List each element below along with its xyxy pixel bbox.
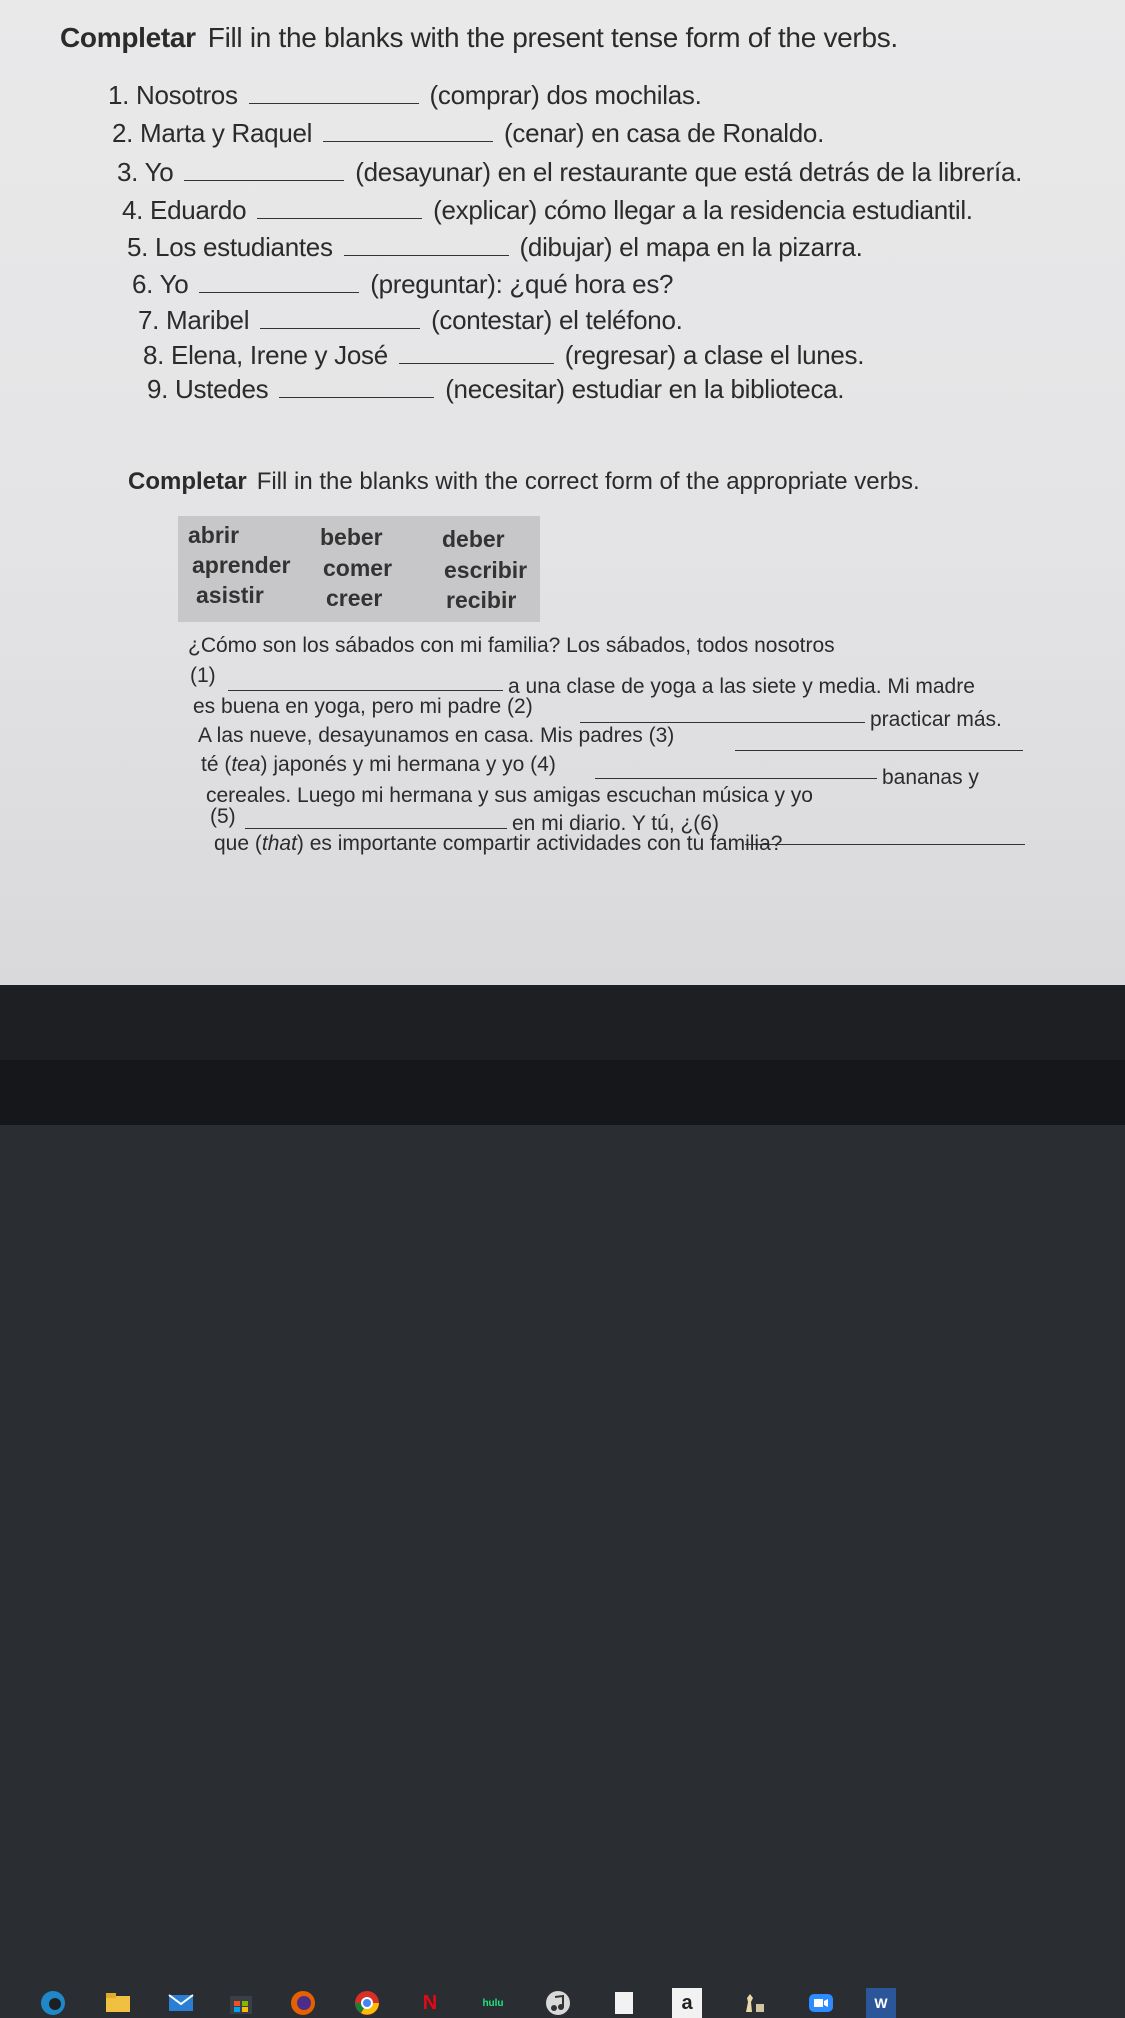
paragraph-text: (5) xyxy=(210,805,236,828)
item-number: 3. xyxy=(117,157,139,187)
chess-icon[interactable] xyxy=(738,1988,768,2018)
item-subject: Nosotros xyxy=(136,80,238,110)
item-prompt: (explicar) cómo llegar a la residencia estudiantil. xyxy=(433,195,973,225)
file-explorer-icon[interactable] xyxy=(103,1988,133,2018)
music-icon[interactable] xyxy=(543,1988,573,2018)
verb-item: creer xyxy=(326,585,383,611)
paragraph-text: que ( xyxy=(214,832,262,855)
exercise-item xyxy=(112,118,824,149)
paragraph-text: ) es importante compartir actividades con tu familia? xyxy=(296,832,783,855)
monitor-bezel xyxy=(0,1060,1125,1125)
section1-title xyxy=(60,22,898,54)
paragraph-text xyxy=(201,753,556,777)
item-prompt: (dibujar) el mapa en la pizarra. xyxy=(519,232,863,262)
answer-blank[interactable] xyxy=(257,196,422,219)
item-number: 9. xyxy=(147,374,169,404)
paragraph-text: bananas y xyxy=(882,766,979,789)
verb-item: recibir xyxy=(446,587,517,613)
exercise-item xyxy=(108,80,702,111)
exercise-item xyxy=(147,374,844,405)
exercise-item xyxy=(143,340,864,371)
answer-blank[interactable] xyxy=(595,778,877,779)
paragraph-text: es buena en yoga, pero mi padre (2) xyxy=(193,695,533,718)
edge-icon[interactable] xyxy=(38,1988,68,2018)
item-subject: Elena, Irene y José xyxy=(171,340,388,370)
item-prompt: (cenar) en casa de Ronaldo. xyxy=(504,118,825,148)
item-prompt: (necesitar) estudiar en la biblioteca. xyxy=(445,374,845,404)
firefox-icon[interactable] xyxy=(288,1988,318,2018)
answer-blank[interactable] xyxy=(323,119,493,142)
paragraph-text: practicar más. xyxy=(870,708,1002,731)
answer-blank[interactable] xyxy=(399,341,554,364)
answer-blank[interactable] xyxy=(245,828,507,829)
section1-title-text: Fill in the blanks with the present tense form of the verbs. xyxy=(207,22,898,53)
verb-item: abrir xyxy=(188,522,240,548)
verb-item: comer xyxy=(323,555,393,581)
exercise-item xyxy=(138,305,683,336)
item-subject: Maribel xyxy=(166,305,250,335)
item-number: 6. xyxy=(132,269,154,299)
item-prompt: (comprar) dos mochilas. xyxy=(429,80,702,110)
paragraph-text: A las nueve, desayunamos en casa. Mis padres (3) xyxy=(198,724,675,747)
worksheet-page xyxy=(0,0,1125,985)
item-subject: Los estudiantes xyxy=(155,232,333,262)
paragraph-text: en mi diario. Y tú, ¿(6) xyxy=(512,812,719,835)
section2-title-text: Fill in the blanks with the correct form of the appropriate verbs. xyxy=(256,468,920,495)
item-subject: Yo xyxy=(159,269,189,299)
item-number: 2. xyxy=(112,118,134,148)
paragraph-text: that xyxy=(261,832,297,855)
item-subject: Yo xyxy=(144,157,174,187)
item-number: 5. xyxy=(127,232,149,262)
answer-blank[interactable] xyxy=(184,158,344,181)
exercise-item xyxy=(127,232,863,263)
amazon-icon[interactable]: a xyxy=(672,1988,702,2018)
verb-item: beber xyxy=(320,524,383,550)
paragraph-text: tea xyxy=(231,753,261,776)
answer-blank[interactable] xyxy=(745,844,1025,845)
item-prompt: (desayunar) en el restaurante que está detrás de la librería. xyxy=(355,157,1023,187)
netflix-icon[interactable]: N xyxy=(422,1991,438,2014)
exercise-item xyxy=(132,269,673,300)
paragraph-text: a una clase de yoga a las siete y media. Mi madre xyxy=(508,675,975,698)
store-icon[interactable] xyxy=(226,1988,256,2018)
answer-blank[interactable] xyxy=(580,722,865,723)
item-number: 8. xyxy=(143,340,165,370)
paragraph-text: té ( xyxy=(201,753,232,776)
verb-item: deber xyxy=(442,526,505,552)
item-prompt: (contestar) el teléfono. xyxy=(431,305,683,335)
paragraph-text xyxy=(214,832,782,856)
verb-item: escribir xyxy=(444,557,528,583)
section2-title-bold: Completar xyxy=(128,468,247,495)
verb-bank xyxy=(178,516,540,622)
item-subject: Eduardo xyxy=(150,195,247,225)
zoom-icon[interactable] xyxy=(806,1988,836,2018)
item-prompt: (preguntar): ¿qué hora es? xyxy=(370,269,674,299)
taskbar xyxy=(0,985,1125,2014)
word-icon[interactable]: W xyxy=(866,1988,896,2018)
item-number: 4. xyxy=(122,195,144,225)
item-prompt: (regresar) a clase el lunes. xyxy=(564,340,865,370)
answer-blank[interactable] xyxy=(228,690,503,691)
item-subject: Ustedes xyxy=(175,374,269,404)
answer-blank[interactable] xyxy=(279,375,434,398)
section1-title-bold: Completar xyxy=(60,22,196,53)
answer-blank[interactable] xyxy=(199,270,359,293)
hulu-icon[interactable]: hulu xyxy=(482,1997,504,2009)
answer-blank[interactable] xyxy=(344,233,509,256)
paragraph-text: ¿Cómo son los sábados con mi familia? Los sábados, todos nosotros xyxy=(188,634,835,657)
paragraph-text: cereales. Luego mi hermana y sus amigas escuchan música y yo xyxy=(206,784,813,807)
item-number: 7. xyxy=(138,305,160,335)
chrome-icon[interactable] xyxy=(352,1988,382,2018)
verb-item: aprender xyxy=(192,552,291,578)
exercise-item xyxy=(117,157,1022,188)
verb-item: asistir xyxy=(196,582,264,608)
item-number: 1. xyxy=(108,80,130,110)
mail-icon[interactable] xyxy=(166,1988,196,2018)
answer-blank[interactable] xyxy=(735,750,1023,751)
answer-blank[interactable] xyxy=(249,81,419,104)
exercise-item xyxy=(122,195,973,226)
section2-title xyxy=(128,468,920,496)
paragraph-text: (1) xyxy=(190,664,216,687)
answer-blank[interactable] xyxy=(260,306,420,329)
item-subject: Marta y Raquel xyxy=(140,118,313,148)
paragraph-text: ) japonés y mi hermana y yo (4) xyxy=(260,753,556,776)
notes-icon[interactable] xyxy=(609,1988,639,2018)
